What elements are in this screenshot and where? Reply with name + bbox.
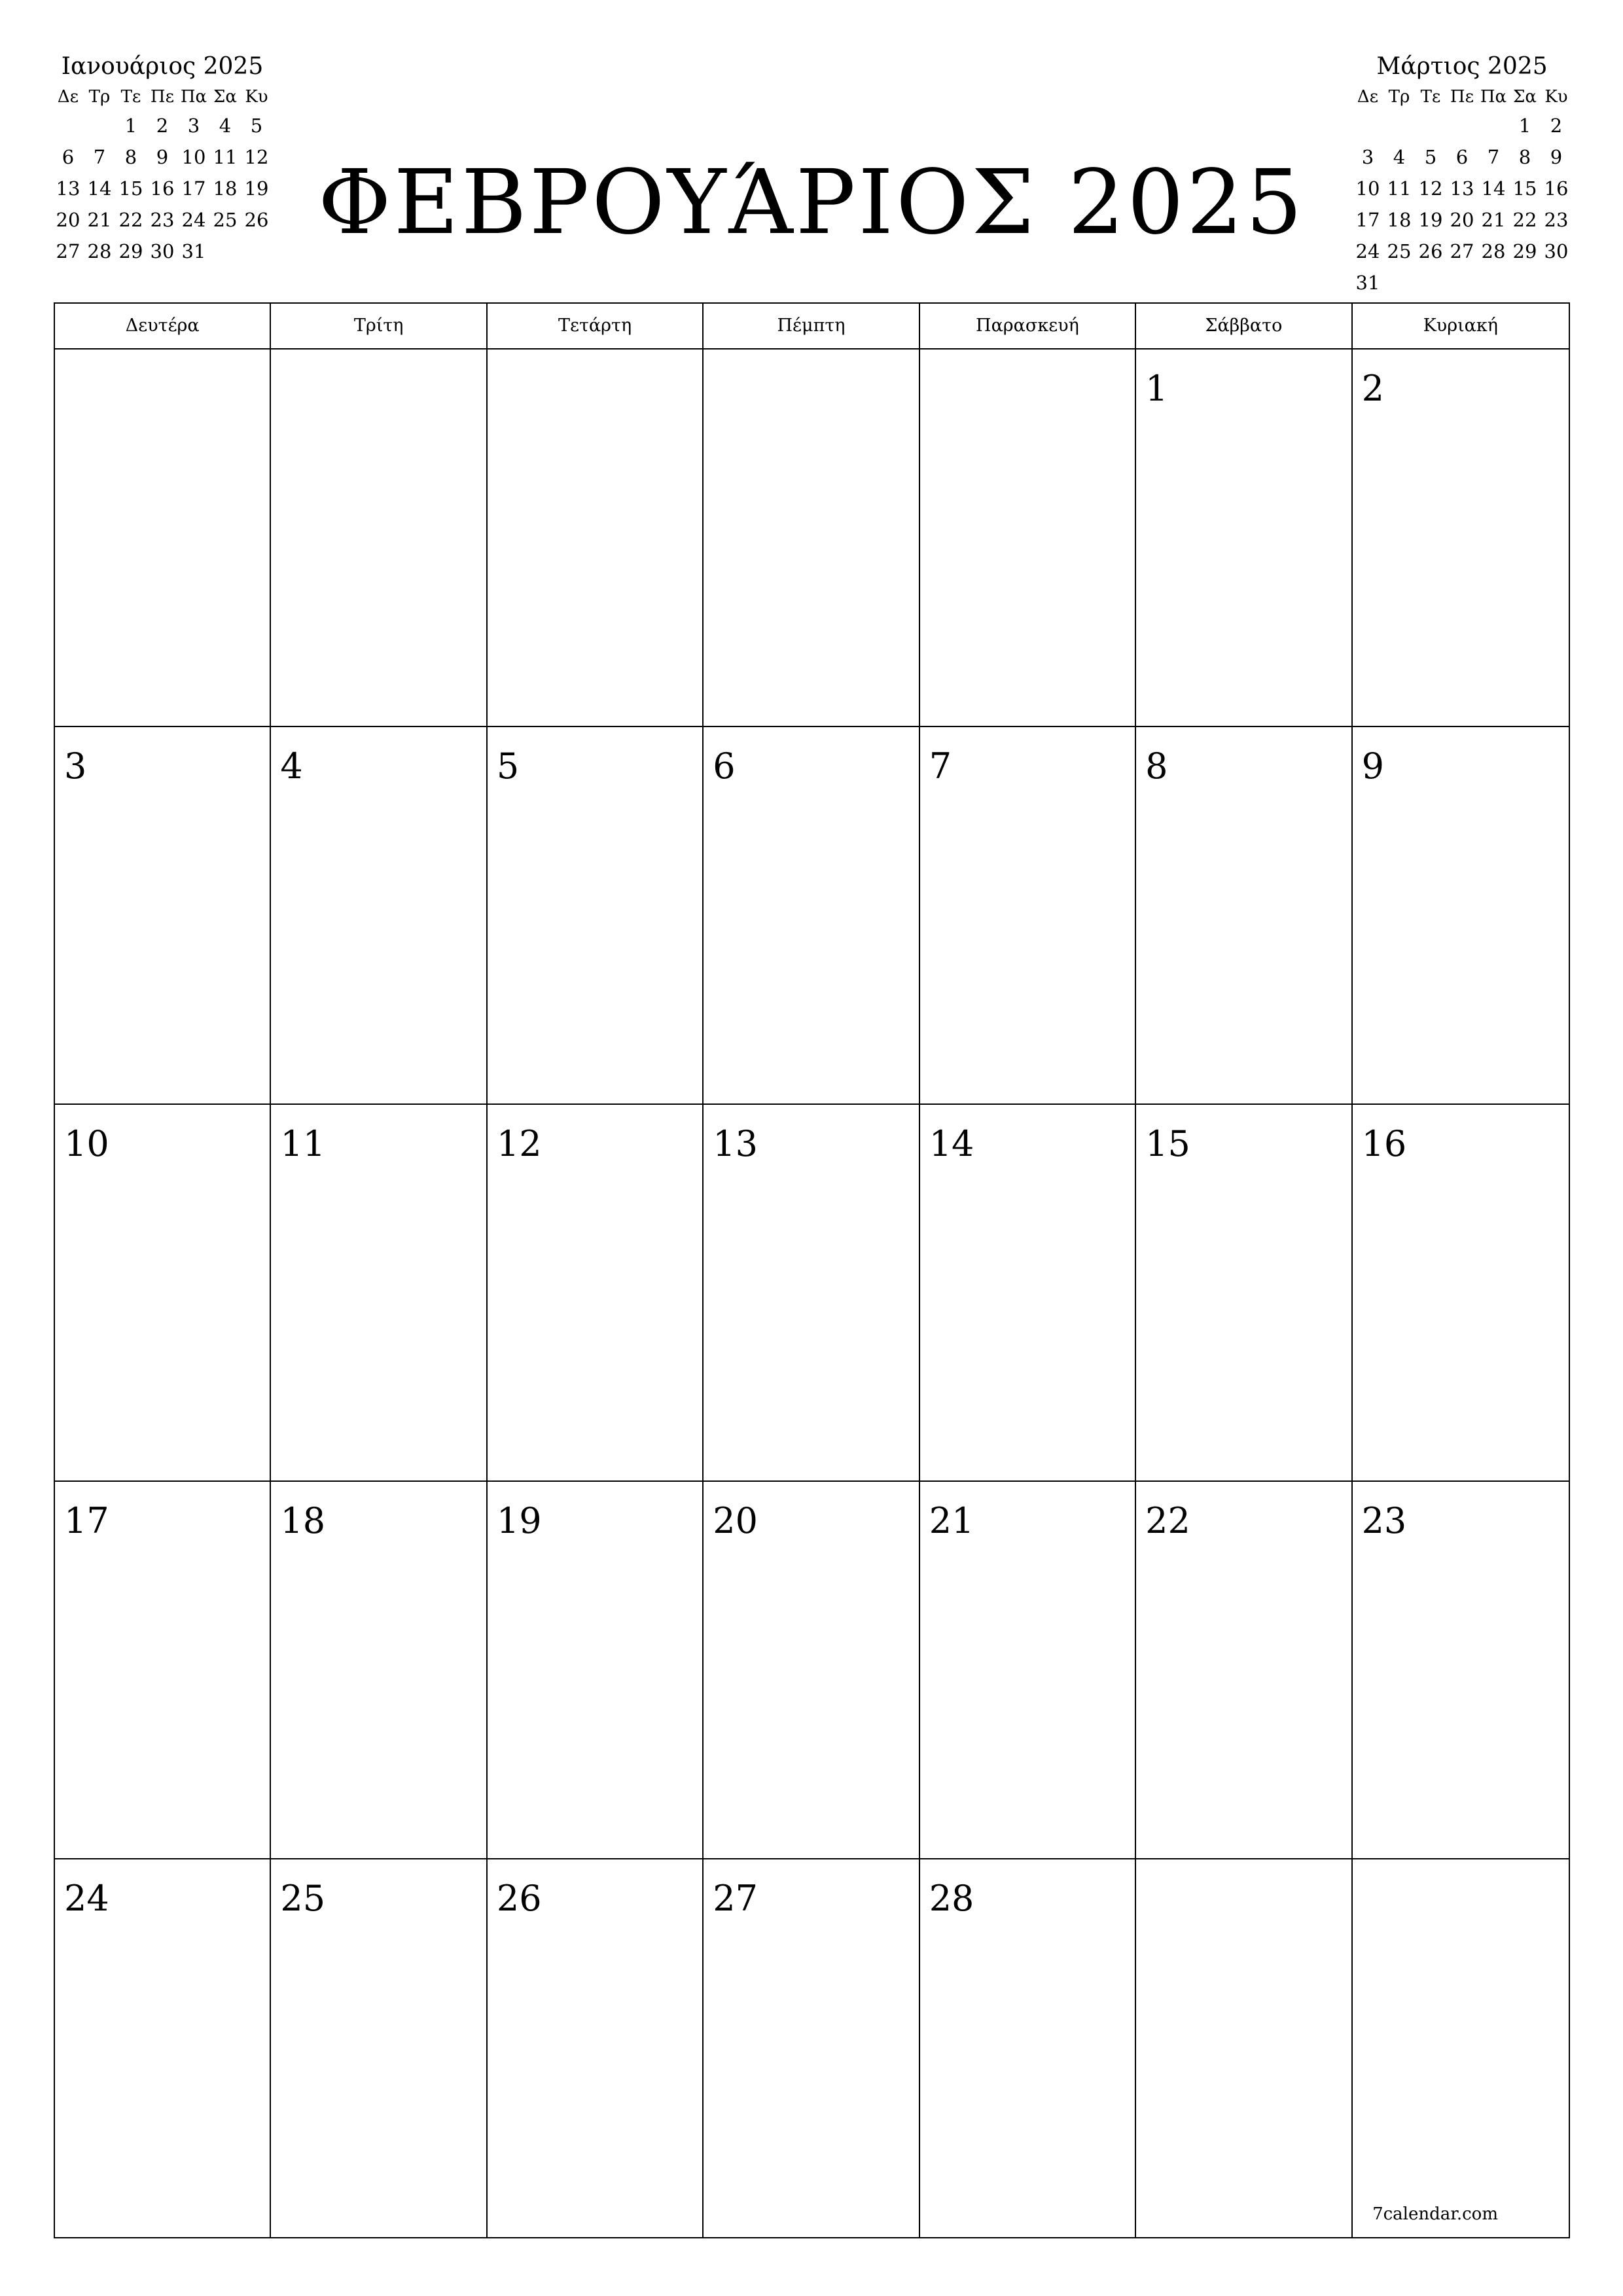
mini-day	[1541, 267, 1572, 298]
mini-day: 29	[1512, 240, 1537, 262]
day-cell	[920, 727, 1136, 1105]
mini-day: 30	[150, 240, 175, 262]
day-cell	[704, 727, 919, 1105]
day-cell	[1136, 1105, 1352, 1482]
day-cell	[488, 1105, 704, 1482]
mini-day: 6	[62, 146, 75, 168]
day-cell	[920, 1105, 1136, 1482]
page-title: ΦΕΒΡΟΥΆΡΙΟΣ 2025	[318, 151, 1305, 255]
mini-day: 28	[1481, 240, 1506, 262]
day-cell	[55, 1482, 271, 1859]
mini-day	[52, 110, 84, 141]
mini-day: 28	[87, 240, 112, 262]
mini-day: 20	[1450, 209, 1474, 231]
weekday-header: Κυριακή	[1353, 304, 1569, 350]
day-number: 26	[496, 1878, 542, 1920]
mini-weekday-label: Δε	[57, 87, 79, 107]
weekday-header: Δευτέρα	[55, 304, 271, 350]
mini-weekday-label: Τε	[1420, 87, 1441, 107]
mini-day: 8	[1518, 146, 1531, 168]
mini-day: 24	[181, 209, 206, 231]
mini-day: 13	[56, 177, 80, 200]
day-cell	[55, 727, 271, 1105]
mini-day	[209, 236, 241, 267]
mini-weekday-label: Τρ	[88, 87, 111, 107]
day-number: 15	[1145, 1122, 1190, 1164]
day-cell	[704, 350, 919, 727]
mini-day: 26	[244, 209, 269, 231]
day-cell	[55, 1859, 271, 2237]
weekday-header: Τρίτη	[271, 304, 487, 350]
mini-day	[1383, 267, 1415, 298]
mini-calendar-next-title: Μάρτιος 2025	[1376, 53, 1548, 80]
day-number: 12	[496, 1122, 542, 1164]
mini-day	[1383, 110, 1415, 141]
day-cell	[704, 1482, 919, 1859]
mini-day	[1478, 110, 1509, 141]
day-number: 9	[1361, 745, 1384, 787]
day-cell	[704, 1105, 919, 1482]
weekday-header: Παρασκευή	[920, 304, 1136, 350]
day-number: 5	[496, 745, 520, 787]
day-cell	[1136, 350, 1352, 727]
mini-weekday-label: Σα	[1513, 87, 1537, 107]
mini-day	[84, 110, 115, 141]
mini-day: 8	[124, 146, 137, 168]
mini-day	[1415, 267, 1446, 298]
day-number: 13	[713, 1122, 758, 1164]
mini-day: 27	[56, 240, 80, 262]
mini-day: 20	[56, 209, 80, 231]
mini-day: 9	[156, 146, 169, 168]
day-cell	[1353, 1859, 1569, 2237]
mini-weekday-label: Σα	[213, 87, 237, 107]
day-number: 4	[280, 745, 303, 787]
mini-day: 25	[1387, 240, 1412, 262]
day-cell	[271, 727, 487, 1105]
mini-day: 11	[213, 146, 238, 168]
mini-day	[241, 236, 272, 267]
weekday-header: Πέμπτη	[704, 304, 919, 350]
day-cell	[271, 350, 487, 727]
mini-day: 11	[1387, 177, 1412, 200]
mini-day: 17	[181, 177, 206, 200]
day-cell	[271, 1482, 487, 1859]
day-number: 3	[64, 745, 87, 787]
mini-day: 30	[1544, 240, 1569, 262]
mini-calendar-prev-grid	[52, 84, 272, 267]
mini-day: 21	[1481, 209, 1506, 231]
mini-day: 5	[250, 115, 263, 137]
mini-weekday-label: Κυ	[1544, 87, 1568, 107]
day-number: 16	[1361, 1122, 1407, 1164]
mini-day: 29	[118, 240, 143, 262]
mini-calendar-prev	[52, 50, 272, 267]
day-cell	[920, 1482, 1136, 1859]
mini-weekday-label: Πα	[180, 87, 207, 107]
mini-day: 10	[1355, 177, 1380, 200]
day-number: 21	[929, 1500, 974, 1542]
mini-day: 3	[187, 115, 200, 137]
mini-day: 19	[1418, 209, 1443, 231]
day-cell	[1136, 727, 1352, 1105]
day-cell	[488, 1482, 704, 1859]
mini-day	[1446, 267, 1478, 298]
mini-calendar-prev-title: Ιανουάριος 2025	[61, 53, 264, 80]
day-number: 17	[64, 1500, 109, 1542]
day-cell	[1353, 1482, 1569, 1859]
mini-day: 3	[1361, 146, 1374, 168]
day-number: 28	[929, 1878, 974, 1920]
day-cell	[488, 727, 704, 1105]
day-number: 8	[1145, 745, 1168, 787]
day-number: 23	[1361, 1500, 1407, 1542]
mini-day: 22	[118, 209, 143, 231]
weekday-header: Σάββατο	[1136, 304, 1352, 350]
mini-calendar-next	[1352, 50, 1572, 298]
mini-day	[1509, 267, 1541, 298]
day-cell	[55, 1105, 271, 1482]
mini-weekday-label: Πε	[150, 87, 175, 107]
mini-day: 12	[244, 146, 269, 168]
day-number: 14	[929, 1122, 974, 1164]
mini-day: 10	[181, 146, 206, 168]
mini-day: 6	[1455, 146, 1469, 168]
day-cell	[55, 350, 271, 727]
mini-calendar-next-grid	[1352, 84, 1572, 298]
mini-day: 27	[1450, 240, 1474, 262]
day-number: 7	[929, 745, 952, 787]
mini-day: 14	[1481, 177, 1506, 200]
day-cell	[920, 350, 1136, 727]
mini-day: 31	[1355, 272, 1380, 294]
mini-day: 7	[93, 146, 106, 168]
day-number: 2	[1361, 368, 1384, 409]
day-cell	[488, 1859, 704, 2237]
mini-weekday-label: Πε	[1450, 87, 1474, 107]
mini-day: 4	[1393, 146, 1406, 168]
mini-weekday-label: Δε	[1357, 87, 1379, 107]
mini-day: 13	[1450, 177, 1474, 200]
mini-day: 23	[150, 209, 175, 231]
day-cell	[1353, 1105, 1569, 1482]
mini-day: 24	[1355, 240, 1380, 262]
day-number: 6	[713, 745, 736, 787]
mini-day: 21	[87, 209, 112, 231]
mini-day: 23	[1544, 209, 1569, 231]
mini-day: 19	[244, 177, 269, 200]
day-cell	[1353, 350, 1569, 727]
mini-day: 15	[1512, 177, 1537, 200]
mini-day: 15	[118, 177, 143, 200]
mini-day	[1446, 110, 1478, 141]
mini-day	[1478, 267, 1509, 298]
mini-day: 14	[87, 177, 112, 200]
day-cell	[1353, 727, 1569, 1105]
mini-weekday-label: Τρ	[1388, 87, 1410, 107]
mini-day: 31	[181, 240, 206, 262]
mini-day: 1	[1518, 115, 1531, 137]
mini-day: 5	[1424, 146, 1437, 168]
day-cell	[704, 1859, 919, 2237]
month-grid	[54, 302, 1570, 2238]
day-number: 20	[713, 1500, 758, 1542]
watermark-link[interactable]: 7calendar.com	[1372, 2204, 1498, 2224]
mini-day: 2	[156, 115, 169, 137]
day-number: 1	[1145, 368, 1168, 409]
day-number: 10	[64, 1122, 109, 1164]
day-cell	[271, 1105, 487, 1482]
mini-day: 17	[1355, 209, 1380, 231]
mini-day: 22	[1512, 209, 1537, 231]
day-number: 24	[64, 1878, 109, 1920]
mini-day: 12	[1418, 177, 1443, 200]
mini-weekday-label: Πα	[1480, 87, 1507, 107]
mini-day: 1	[124, 115, 137, 137]
day-number: 19	[496, 1500, 542, 1542]
day-cell	[1136, 1482, 1352, 1859]
mini-day: 26	[1418, 240, 1443, 262]
day-cell	[920, 1859, 1136, 2237]
day-number: 22	[1145, 1500, 1190, 1542]
mini-day: 25	[213, 209, 238, 231]
mini-day: 18	[1387, 209, 1412, 231]
day-number: 27	[713, 1878, 758, 1920]
weekday-header: Τετάρτη	[488, 304, 704, 350]
day-cell	[271, 1859, 487, 2237]
mini-day	[1352, 110, 1383, 141]
day-number: 18	[280, 1500, 326, 1542]
day-number: 11	[280, 1122, 326, 1164]
mini-day: 16	[150, 177, 175, 200]
mini-day: 9	[1550, 146, 1563, 168]
mini-day: 7	[1487, 146, 1500, 168]
mini-weekday-label: Τε	[120, 87, 141, 107]
mini-day: 4	[219, 115, 232, 137]
mini-day: 2	[1550, 115, 1563, 137]
mini-day	[1415, 110, 1446, 141]
mini-day: 16	[1544, 177, 1569, 200]
day-number: 25	[280, 1878, 326, 1920]
mini-day: 18	[213, 177, 238, 200]
day-cell	[488, 350, 704, 727]
mini-weekday-label: Κυ	[245, 87, 268, 107]
day-cell	[1136, 1859, 1352, 2237]
